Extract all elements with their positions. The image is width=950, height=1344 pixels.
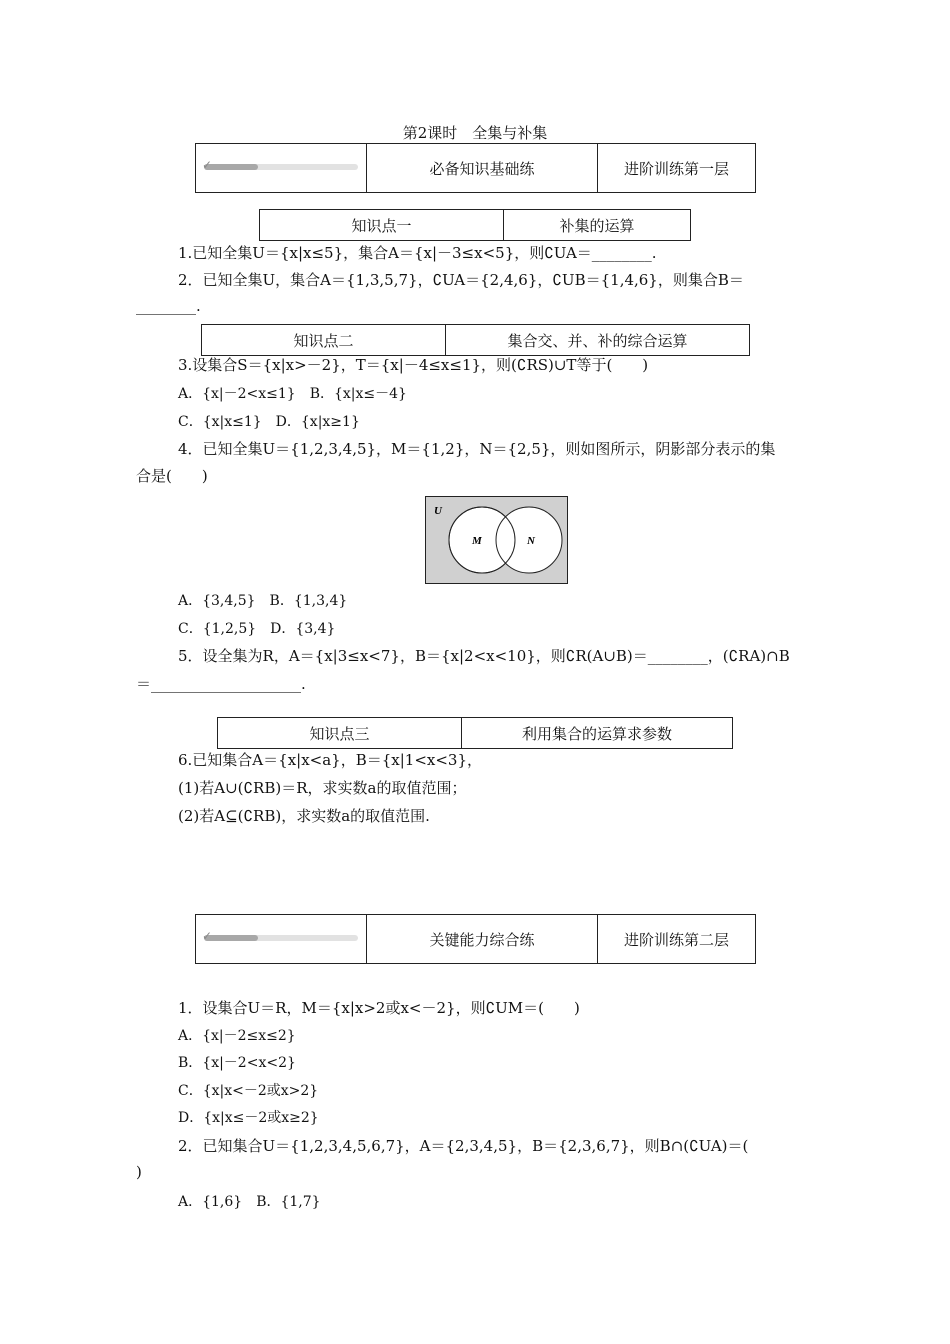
kp-label: 知识点一 [260,210,504,240]
label-m: M [472,535,482,547]
question-4: 4．已知全集U＝{1,2,3,4,5}，M＝{1,2}，N＝{2,5}，则如图所示，阴影部分表示的集 [178,440,776,458]
question-4-options-cd: C．{1,2,5} D．{3,4} [178,621,336,637]
venn-diagram [425,496,568,584]
progress-bar [204,164,358,170]
knowledge-point-3 [217,717,733,749]
kp-label: 知识点二 [202,325,446,355]
progress-cell [196,915,367,963]
question-5: 5．设全集为R，A＝{x|3≤x<7}，B＝{x|2<x<10}，则∁R(A∪B)＝________，(∁RA)∩B [178,647,790,665]
label-u: U [434,505,442,517]
progress-cell [196,144,367,192]
knowledge-point-1 [259,209,691,241]
section-banner-advanced [195,914,756,964]
question-3-options-cd: C．{x|x≤1} D．{x|x≥1} [178,414,360,430]
label-n: N [527,535,535,547]
check-icon: ✓ [202,158,213,172]
banner-right: 进阶训练第二层 [623,930,729,949]
question-3-options-ab: A．{x|－2<x≤1} B．{x|x≤－4} [178,386,407,402]
question-4-cont: 合是( ) [136,467,208,485]
question-1: 1.已知全集U＝{x|x≤5}，集合A＝{x|－3≤x<5}，则∁UA＝________. [178,244,657,262]
question-6: 6.已知集合A＝{x|x<a}，B＝{x|1<x<3}， [178,751,483,769]
kp-topic: 利用集合的运算求参数 [521,724,672,743]
question-2-cont: ________. [136,297,201,315]
progress-bar [204,935,358,941]
progress-fill [204,164,258,170]
check-icon: ✓ [202,929,213,943]
progress-fill [204,935,258,941]
question-4-options-ab: A．{3,4,5} B．{1,3,4} [178,593,348,609]
advanced-q1-option-b: B．{x|－2<x<2} [178,1055,296,1071]
page-title: 第2课时 全集与补集 [402,124,548,142]
kp-label: 知识点三 [218,718,462,748]
question-6-part-2: (2)若A⊆(∁RB)，求实数a的取值范围. [178,807,430,825]
kp-topic: 集合交、并、补的综合运算 [507,331,688,350]
banner-center: 关键能力综合练 [367,915,598,963]
question-6-part-1: (1)若A∪(∁RB)＝R，求实数a的取值范围； [178,779,467,797]
question-5-cont: ＝____________________. [136,675,306,693]
section-banner-basic [195,143,756,193]
kp-topic: 补集的运算 [559,216,635,235]
advanced-question-2-cont: ) [136,1163,142,1181]
advanced-question-1: 1．设集合U＝R，M＝{x|x>2或x<－2}，则∁UM＝( ) [178,999,580,1017]
advanced-q1-option-d: D．{x|x≤－2或x≥2} [178,1110,319,1126]
advanced-q1-option-c: C．{x|x<－2或x>2} [178,1083,319,1099]
question-2: 2．已知全集U，集合A＝{1,3,5,7}，∁UA＝{2,4,6}，∁UB＝{1,4,6}，则集合B＝ [178,271,744,289]
advanced-q1-option-a: A．{x|－2≤x≤2} [178,1028,296,1044]
advanced-question-2: 2．已知集合U＝{1,2,3,4,5,6,7}，A＝{2,3,4,5}，B＝{2,3,6,7}，则B∩(∁UA)＝( [178,1137,749,1155]
advanced-q2-options-ab: A．{1,6} B．{1,7} [178,1194,321,1210]
question-3: 3.设集合S＝{x|x>－2}，T＝{x|－4≤x≤1}，则(∁RS)∪T等于( ) [178,356,649,374]
banner-center: 必备知识基础练 [367,144,598,192]
knowledge-point-2 [201,324,750,356]
banner-right: 进阶训练第一层 [623,159,729,178]
